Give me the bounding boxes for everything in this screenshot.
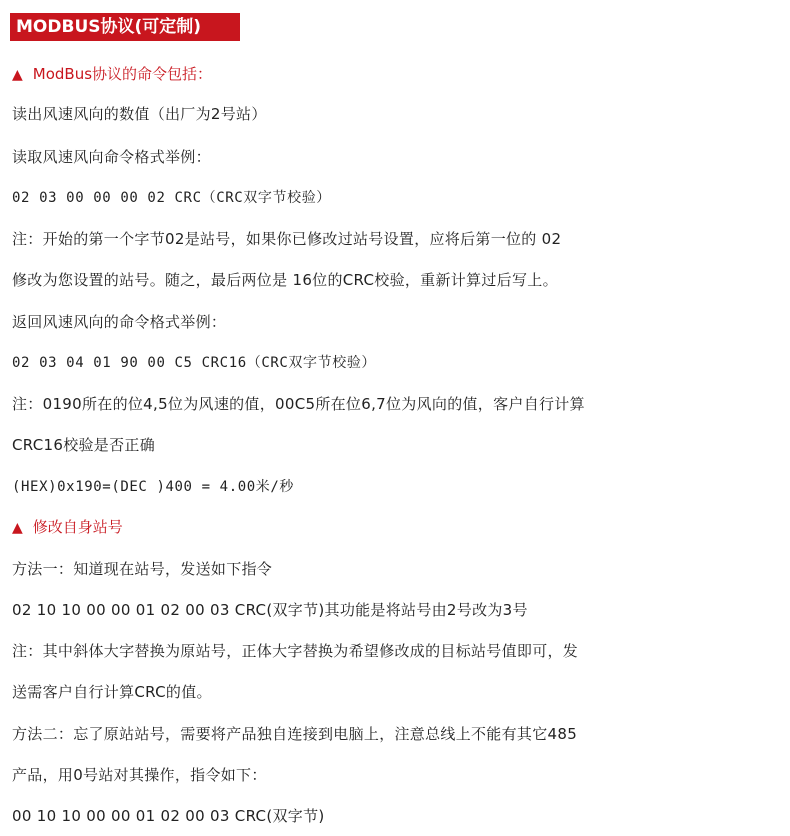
command-line: 02 03 04 01 90 00 C5 CRC16（CRC双字节校验） [12, 355, 377, 371]
triangle-marker-icon: ▲ [12, 67, 23, 83]
command-line: 02 03 00 00 00 02 CRC（CRC双字节校验） [12, 190, 331, 206]
text-line: 读取风速风向命令格式举例： [12, 148, 211, 166]
formula-line: (HEX)0x190=(DEC )400 = 4.00米/秒 [12, 479, 295, 495]
note-line: CRC16校验是否正确 [12, 436, 156, 454]
text-line: 返回风速风向的命令格式举例： [12, 313, 227, 331]
note-line: 注：其中斜体大字替换为原站号，正体大字替换为希望修改成的目标站号值即可，发 [12, 642, 579, 660]
page-title: MODBUS协议(可定制) [10, 13, 240, 41]
section-title: ModBus协议的命令包括： [32, 65, 213, 83]
note-line: 注：0190所在的位4,5位为风速的值，00C5所在位6,7位为风向的值，客户自行计算 [12, 395, 585, 413]
note-line: 送需客户自行计算CRC的值。 [12, 683, 212, 701]
section-heading-change-address [12, 517, 123, 538]
text-line: 方法一：知道现在站号，发送如下指令 [12, 560, 273, 578]
text-line: 方法二：忘了原站站号，需要将产品独自连接到电脑上，注意总线上不能有其它485 [12, 725, 578, 743]
note-line: 修改为您设置的站号。随之，最后两位是 16位的CRC校验，重新计算过后写上。 [12, 271, 558, 289]
command-line: 00 10 10 00 00 01 02 00 03 CRC(双字节) [12, 807, 325, 825]
note-line: 注：开始的第一个字节02是站号，如果你已修改过站号设置，应将后第一位的 02 [12, 230, 562, 248]
triangle-marker-icon: ▲ [12, 520, 23, 536]
text-line: 读出风速风向的数值（出厂为2号站） [12, 105, 267, 123]
section-title: 修改自身站号 [32, 518, 123, 536]
section-heading-commands [12, 64, 212, 85]
command-line: 02 10 10 00 00 01 02 00 03 CRC(双字节)其功能是将站号由2号改为3号 [12, 601, 528, 619]
text-line: 产品，用0号站对其操作，指令如下： [12, 766, 267, 784]
